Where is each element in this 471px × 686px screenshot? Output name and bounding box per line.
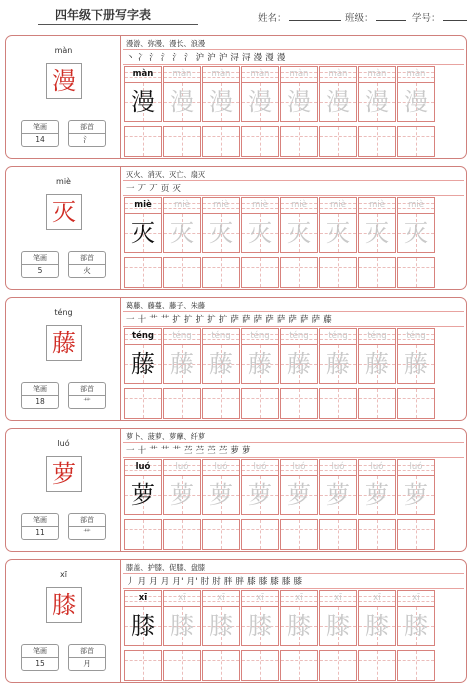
trace-character: 漫 <box>404 88 428 116</box>
model-character: 灭 <box>131 219 155 247</box>
name-blank[interactable] <box>289 11 341 21</box>
stroke-order: 丶 冫 氵 氵 氵 氵 沪 沪 沪 浔 浔 漫 漫 漫 <box>126 53 286 63</box>
blank-practice-cell[interactable] <box>280 650 318 681</box>
character-info-panel <box>6 36 121 158</box>
radical-label: 部首 <box>69 252 105 265</box>
model-cell <box>124 459 162 515</box>
blank-practice-cell[interactable] <box>280 519 318 550</box>
trace-cell[interactable] <box>280 66 318 122</box>
character-box <box>46 456 82 492</box>
trace-character: 漫 <box>170 88 194 116</box>
blank-practice-cell[interactable] <box>202 650 240 681</box>
trace-pinyin: màn <box>398 67 434 83</box>
blank-practice-cell[interactable] <box>280 388 318 419</box>
character-box <box>46 325 82 361</box>
trace-character: 萝 <box>209 481 233 509</box>
trace-pinyin: màn <box>242 67 278 83</box>
number-field <box>412 10 467 24</box>
trace-pinyin: màn <box>320 67 356 83</box>
trace-cell[interactable] <box>319 459 357 515</box>
blank-practice-cell[interactable] <box>124 650 162 681</box>
featured-character: 膝 <box>52 591 76 619</box>
example-words: 膝盖、护膝、促膝、盘膝 <box>126 563 206 572</box>
trace-character: 漫 <box>326 88 350 116</box>
blank-practice-cell[interactable] <box>397 388 435 419</box>
class-blank[interactable] <box>376 11 406 21</box>
radical-box <box>68 382 106 409</box>
character-block <box>5 297 467 421</box>
trace-pinyin: miè <box>242 198 278 214</box>
trace-character: 膝 <box>326 612 350 640</box>
model-pinyin: xī <box>125 591 161 607</box>
trace-cell[interactable] <box>202 590 240 646</box>
character-box <box>46 194 82 230</box>
trace-character: 灭 <box>404 219 428 247</box>
trace-cell[interactable] <box>241 590 279 646</box>
trace-cell[interactable] <box>202 459 240 515</box>
writing-grid <box>124 590 466 682</box>
blank-practice-cell[interactable] <box>163 519 201 550</box>
trace-cell[interactable] <box>358 328 396 384</box>
model-pinyin: màn <box>125 67 161 83</box>
trace-pinyin: xī <box>398 591 434 607</box>
blank-practice-cell[interactable] <box>319 257 357 288</box>
writing-grid <box>124 328 466 420</box>
trace-pinyin: téng <box>164 329 200 345</box>
blank-practice-cell[interactable] <box>163 126 201 157</box>
trace-pinyin: miè <box>203 198 239 214</box>
character-box <box>46 63 82 99</box>
radical-value: 艹 <box>83 528 91 537</box>
trace-pinyin: màn <box>203 67 239 83</box>
trace-character: 漫 <box>287 88 311 116</box>
radical-value: 氵 <box>83 135 91 144</box>
trace-pinyin: téng <box>203 329 239 345</box>
character-info-panel <box>6 298 121 420</box>
radical-box <box>68 513 106 540</box>
blank-practice-cell[interactable] <box>397 126 435 157</box>
example-words: 灭火、消灭、灭亡、扇灭 <box>126 170 206 179</box>
trace-cell[interactable] <box>241 328 279 384</box>
trace-cell[interactable] <box>280 459 318 515</box>
trace-cell[interactable] <box>241 459 279 515</box>
example-words: 葛藤、藤蔓、藤子、朱藤 <box>126 301 206 310</box>
radical-box <box>68 120 106 147</box>
trace-pinyin: téng <box>398 329 434 345</box>
trace-character: 萝 <box>326 481 350 509</box>
blank-practice-cell[interactable] <box>280 257 318 288</box>
trace-character: 灭 <box>326 219 350 247</box>
trace-pinyin: màn <box>164 67 200 83</box>
trace-pinyin: luó <box>281 460 317 476</box>
model-cell <box>124 197 162 253</box>
trace-cell[interactable] <box>202 328 240 384</box>
character-pinyin: luó <box>57 439 70 448</box>
character-info-panel <box>6 560 121 682</box>
trace-cell[interactable] <box>163 459 201 515</box>
trace-character: 漫 <box>365 88 389 116</box>
trace-pinyin: luó <box>242 460 278 476</box>
class-field <box>345 10 406 24</box>
blank-practice-cell[interactable] <box>202 519 240 550</box>
number-blank[interactable] <box>443 11 467 21</box>
trace-character: 藤 <box>365 350 389 378</box>
stroke-order: 一 十 艹 艹 扩 扩 扩 扩 扩 萨 萨 萨 萨 萨 萨 萨 萨 藤 <box>126 315 332 325</box>
blank-practice-cell[interactable] <box>163 650 201 681</box>
strokes-label: 笔画 <box>22 383 58 396</box>
practice-area <box>121 560 466 682</box>
trace-character: 藤 <box>209 350 233 378</box>
trace-cell[interactable] <box>358 590 396 646</box>
trace-character: 灭 <box>365 219 389 247</box>
trace-character: 萝 <box>170 481 194 509</box>
trace-pinyin: miè <box>359 198 395 214</box>
character-block <box>5 559 467 683</box>
radical-value: 月 <box>83 659 91 668</box>
name-field <box>258 10 341 24</box>
trace-cell[interactable] <box>397 328 435 384</box>
character-box <box>46 587 82 623</box>
trace-character: 膝 <box>365 612 389 640</box>
stroke-count: 5 <box>37 266 43 275</box>
radical-label: 部首 <box>69 121 105 134</box>
trace-cell[interactable] <box>163 66 201 122</box>
trace-character: 漫 <box>209 88 233 116</box>
stroke-order: 一 十 艹 艹 艹 苎 苎 苎 苎 萝 萝 <box>126 446 251 456</box>
trace-cell[interactable] <box>319 590 357 646</box>
trace-character: 藤 <box>287 350 311 378</box>
blank-practice-cell[interactable] <box>124 257 162 288</box>
trace-pinyin: xī <box>203 591 239 607</box>
blank-practice-cell[interactable] <box>241 388 279 419</box>
blank-practice-cell[interactable] <box>124 519 162 550</box>
radical-label: 部首 <box>69 645 105 658</box>
character-info-panel <box>6 167 121 289</box>
trace-cell[interactable] <box>163 590 201 646</box>
stroke-count: 15 <box>35 659 45 668</box>
trace-cell[interactable] <box>397 66 435 122</box>
trace-cell[interactable] <box>280 590 318 646</box>
trace-cell[interactable] <box>319 328 357 384</box>
model-cell <box>124 66 162 122</box>
stroke-count: 14 <box>35 135 45 144</box>
worksheet-header <box>0 0 471 30</box>
blank-practice-cell[interactable] <box>241 519 279 550</box>
trace-character: 灭 <box>248 219 272 247</box>
model-pinyin: luó <box>125 460 161 476</box>
model-character: 萝 <box>131 481 155 509</box>
trace-pinyin: téng <box>359 329 395 345</box>
trace-pinyin: miè <box>398 198 434 214</box>
example-words: 萝卜、菠萝、萝藦、纤萝 <box>126 432 206 441</box>
trace-character: 萝 <box>365 481 389 509</box>
blank-practice-cell[interactable] <box>397 650 435 681</box>
trace-character: 萝 <box>404 481 428 509</box>
strokes-label: 笔画 <box>22 252 58 265</box>
trace-cell[interactable] <box>280 197 318 253</box>
trace-cell[interactable] <box>319 66 357 122</box>
trace-cell[interactable] <box>397 197 435 253</box>
featured-character: 灭 <box>52 198 76 226</box>
blank-practice-cell[interactable] <box>397 519 435 550</box>
blank-practice-cell[interactable] <box>202 126 240 157</box>
stroke-order: 一 丆 丆 页 灭 <box>126 184 182 194</box>
trace-pinyin: màn <box>281 67 317 83</box>
trace-pinyin: màn <box>359 67 395 83</box>
trace-character: 膝 <box>404 612 428 640</box>
trace-character: 漫 <box>248 88 272 116</box>
radical-value: 艹 <box>83 397 91 406</box>
trace-cell[interactable] <box>280 328 318 384</box>
radical-label: 部首 <box>69 383 105 396</box>
practice-area <box>121 298 466 420</box>
writing-grid <box>124 459 466 551</box>
blank-practice-cell[interactable] <box>319 519 357 550</box>
blank-practice-cell[interactable] <box>280 126 318 157</box>
trace-pinyin: luó <box>359 460 395 476</box>
blank-practice-cell[interactable] <box>319 388 357 419</box>
trace-pinyin: xī <box>242 591 278 607</box>
trace-character: 膝 <box>287 612 311 640</box>
trace-pinyin: miè <box>320 198 356 214</box>
model-pinyin: miè <box>125 198 161 214</box>
blank-practice-cell[interactable] <box>358 650 396 681</box>
character-pinyin: màn <box>54 46 73 55</box>
writing-grid <box>124 197 466 289</box>
trace-character: 灭 <box>209 219 233 247</box>
character-pinyin: miè <box>56 177 71 186</box>
blank-practice-cell[interactable] <box>124 126 162 157</box>
blank-practice-cell[interactable] <box>319 126 357 157</box>
trace-cell[interactable] <box>397 459 435 515</box>
blank-practice-cell[interactable] <box>241 126 279 157</box>
trace-character: 灭 <box>287 219 311 247</box>
trace-cell[interactable] <box>202 197 240 253</box>
model-cell <box>124 328 162 384</box>
strokes-label: 笔画 <box>22 645 58 658</box>
blank-practice-cell[interactable] <box>241 650 279 681</box>
trace-character: 萝 <box>287 481 311 509</box>
trace-character: 藤 <box>170 350 194 378</box>
blank-practice-cell[interactable] <box>241 257 279 288</box>
trace-pinyin: luó <box>203 460 239 476</box>
example-words: 漫游、弥漫、漫长、浪漫 <box>126 39 206 48</box>
radical-value: 火 <box>83 266 91 275</box>
radical-box <box>68 251 106 278</box>
practice-area <box>121 429 466 551</box>
trace-pinyin: téng <box>242 329 278 345</box>
blank-practice-cell[interactable] <box>358 126 396 157</box>
stroke-count: 11 <box>35 528 45 537</box>
trace-pinyin: miè <box>281 198 317 214</box>
trace-cell[interactable] <box>163 328 201 384</box>
trace-character: 膝 <box>170 612 194 640</box>
name-label: 姓名： <box>258 13 287 24</box>
character-pinyin: téng <box>54 308 73 317</box>
model-pinyin: téng <box>125 329 161 345</box>
character-info-panel <box>6 429 121 551</box>
trace-cell[interactable] <box>358 66 396 122</box>
blank-practice-cell[interactable] <box>124 388 162 419</box>
trace-character: 膝 <box>209 612 233 640</box>
model-cell <box>124 590 162 646</box>
character-pinyin: xī <box>60 570 67 579</box>
trace-cell[interactable] <box>241 197 279 253</box>
featured-character: 藤 <box>52 329 76 357</box>
character-block <box>5 35 467 159</box>
blank-practice-cell[interactable] <box>163 257 201 288</box>
blank-practice-cell[interactable] <box>202 257 240 288</box>
character-block <box>5 428 467 552</box>
blank-practice-cell[interactable] <box>358 257 396 288</box>
trace-pinyin: luó <box>398 460 434 476</box>
stroke-count-box <box>21 382 59 409</box>
featured-character: 漫 <box>52 67 76 95</box>
trace-pinyin: luó <box>320 460 356 476</box>
trace-cell[interactable] <box>397 590 435 646</box>
trace-pinyin: téng <box>281 329 317 345</box>
blank-practice-cell[interactable] <box>202 388 240 419</box>
stroke-count-box <box>21 513 59 540</box>
trace-pinyin: xī <box>359 591 395 607</box>
blank-practice-cell[interactable] <box>163 388 201 419</box>
trace-cell[interactable] <box>163 197 201 253</box>
trace-pinyin: miè <box>164 198 200 214</box>
radical-label: 部首 <box>69 514 105 527</box>
trace-cell[interactable] <box>319 197 357 253</box>
title-underline <box>38 24 198 25</box>
writing-grid <box>124 66 466 158</box>
trace-character: 藤 <box>326 350 350 378</box>
practice-area <box>121 36 466 158</box>
trace-cell[interactable] <box>358 459 396 515</box>
stroke-order: 丿 月 月 月 月' 月' 肘 肘 胖 胖 膝 膝 膝 膝 膝 <box>126 577 303 587</box>
model-character: 漫 <box>131 88 155 116</box>
strokes-label: 笔画 <box>22 121 58 134</box>
class-label: 班级： <box>345 13 374 24</box>
model-character: 藤 <box>131 350 155 378</box>
model-character: 膝 <box>131 612 155 640</box>
trace-cell[interactable] <box>358 197 396 253</box>
trace-pinyin: téng <box>320 329 356 345</box>
trace-cell[interactable] <box>241 66 279 122</box>
strokes-label: 笔画 <box>22 514 58 527</box>
trace-character: 膝 <box>248 612 272 640</box>
radical-box <box>68 644 106 671</box>
character-block <box>5 166 467 290</box>
trace-pinyin: luó <box>164 460 200 476</box>
trace-character: 萝 <box>248 481 272 509</box>
trace-character: 藤 <box>248 350 272 378</box>
trace-character: 灭 <box>170 219 194 247</box>
number-label: 学号： <box>412 13 441 24</box>
trace-character: 藤 <box>404 350 428 378</box>
worksheet-title: 四年级下册写字表 <box>55 8 152 22</box>
blank-practice-cell[interactable] <box>319 650 357 681</box>
trace-cell[interactable] <box>202 66 240 122</box>
trace-pinyin: xī <box>164 591 200 607</box>
stroke-count-box <box>21 251 59 278</box>
trace-pinyin: xī <box>320 591 356 607</box>
stroke-count: 18 <box>35 397 45 406</box>
blank-practice-cell[interactable] <box>397 257 435 288</box>
stroke-count-box <box>21 120 59 147</box>
blank-practice-cell[interactable] <box>358 388 396 419</box>
trace-pinyin: xī <box>281 591 317 607</box>
blank-practice-cell[interactable] <box>358 519 396 550</box>
featured-character: 萝 <box>52 460 76 488</box>
practice-area <box>121 167 466 289</box>
stroke-count-box <box>21 644 59 671</box>
